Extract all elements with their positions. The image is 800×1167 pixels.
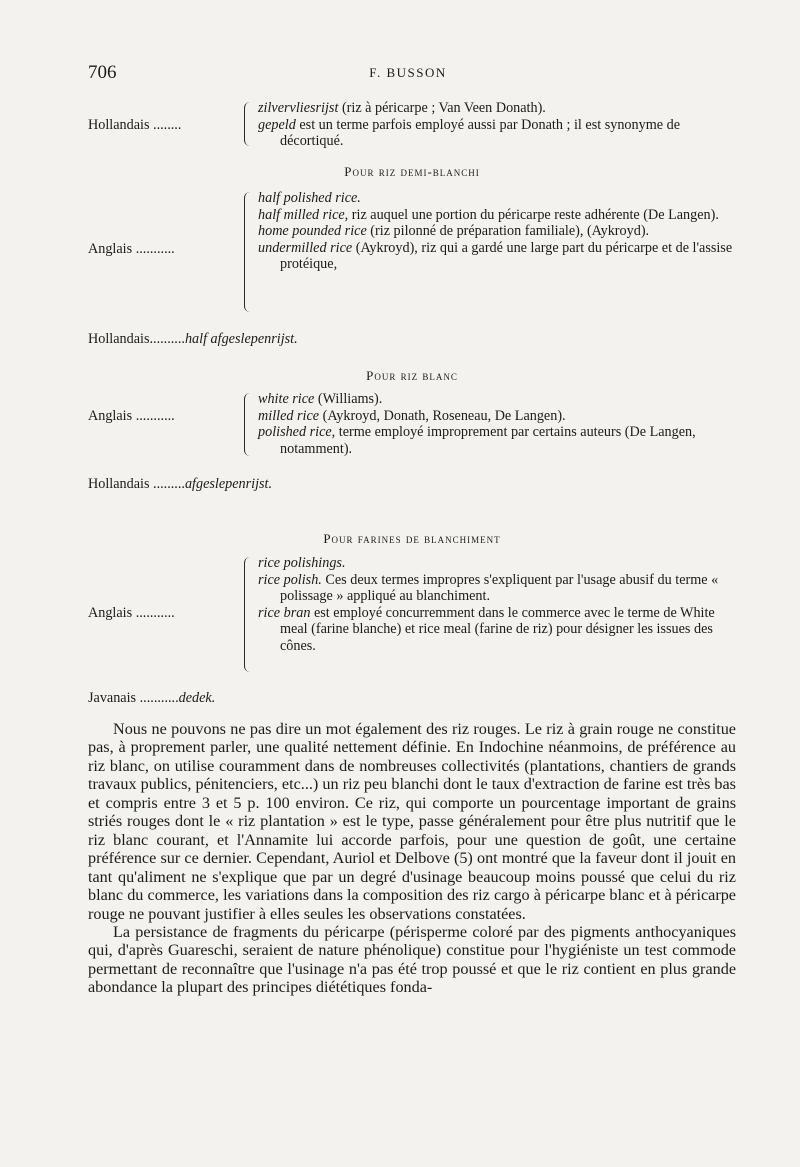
language-label: Anglais ........... [88,408,175,424]
paragraph: La persistance de fragments du péricarpe (périsperme coloré par des pigments anthocyaniques qui, d'après Guareschi, seraient de nature phénolique) constitue pour l'hygiéniste un test commode permettant de reconnaître que l'usinage n'a pas été trop poussé et que le riz contient en plus grande abondance la plupart des principes diététiques fonda- [88,922,736,997]
paragraph: Nous ne pouvons ne pas dire un mot également des riz rouges. Le riz à grain rouge ne constitue pas, à proprement parler, une qualité nettement définie. En Indochine néanmoins, de préférence au riz blanc, on utilise couramment dans de nombreuses collectivités (plantations, chantiers de grands travaux publics, pénitenciers, etc...) un riz peu blanchi dont le taux d'extraction de farine est très bas et compris entre 3 et 5 p. 100 environ. Ce riz, qui comporte un pourcentage important de grains striés rouges dont le « riz plantation » est le type, passe généralement pour être plus nutritif que le riz blanc courant, et l'Annamite lui accorde parfois, pour une question de goût, une certaine préférence sur ce dernier. Cependant, Auriol et Delbove (5) ont montré que la faveur dont il jouit en tant qu'aliment ne s'explique que par un degré d'usinage beaucoup moins poussé que celui du riz blanc du commerce, les variations dans la composition des riz cargo à péricarpe blanc et à péricarpe rouge ne pouvant justifier à elles seules les observations constatées. [88,720,736,923]
term-item: gepeld est un terme parfois employé aussi par Donath ; il est synonyme de décortiqué. [258,116,680,150]
term-list [258,555,736,655]
term-item: undermilled rice (Aykroyd), riz qui a gardé une large part du péricarpe et de l'assise protéique, [258,239,733,273]
glossary-entry-anglais-2 [88,391,736,459]
term-item: half polished rice. [258,190,361,206]
term-list [258,100,736,150]
term-item: white rice (Williams). [258,391,383,407]
glossary-entry-anglais-3 [88,555,736,675]
term-item: home pounded rice (riz pilonné de préparation familiale), (Aykroyd). [258,223,650,240]
brace [244,393,251,456]
term-item: polished rice, terme employé improprement par certains auteurs (De Langen, notamment). [258,424,696,457]
term-item: rice polish. Ces deux termes impropres s'expliquent par l'usage abusif du terme « polissage » appliqué au blanchiment. [258,571,719,605]
glossary-entry-hollandais-1 [88,100,736,150]
term-item: zilvervliesrijst (riz à péricarpe ; Van Veen Donath). [258,100,546,116]
brace [244,557,251,672]
brace [244,102,251,146]
term-item: half milled rice, riz auquel une portion du péricarpe reste adhérente (De Langen). [258,206,719,223]
glossary-entry-anglais-1 [88,190,736,315]
term-list [258,190,736,273]
glossary-entry-javanais: Javanais ...........dedek. [88,690,216,706]
section-heading-blanc: Pour riz blanc [366,368,458,383]
brace [244,192,251,312]
term-list [258,391,736,457]
term-item: rice polishings. [258,555,346,571]
page-number: 706 [88,62,117,83]
page-header [88,62,728,86]
running-head-author: F. BUSSON [369,65,447,80]
term-item: rice bran est employé concurremment dans le commerce avec le terme de White meal (farine blanche) et rice meal (farine de riz) pour désigner les issues des cônes. [258,604,715,654]
glossary-entry-hollandais-2: Hollandais..........half afgeslepenrijst. [88,331,298,347]
term-item: milled rice (Aykroyd, Donath, Roseneau, De Langen). [258,407,566,424]
language-label: Hollandais ........ [88,117,182,133]
language-label: Anglais ........... [88,241,175,257]
body-text [88,720,736,997]
glossary-entry-hollandais-3: Hollandais .........afgeslepenrijst. [88,476,273,492]
section-heading-farines: Pour farines de blanchiment [323,531,501,546]
section-heading-demi-blanchi: Pour riz demi-blanchi [344,164,480,179]
language-label: Anglais ........... [88,605,175,621]
